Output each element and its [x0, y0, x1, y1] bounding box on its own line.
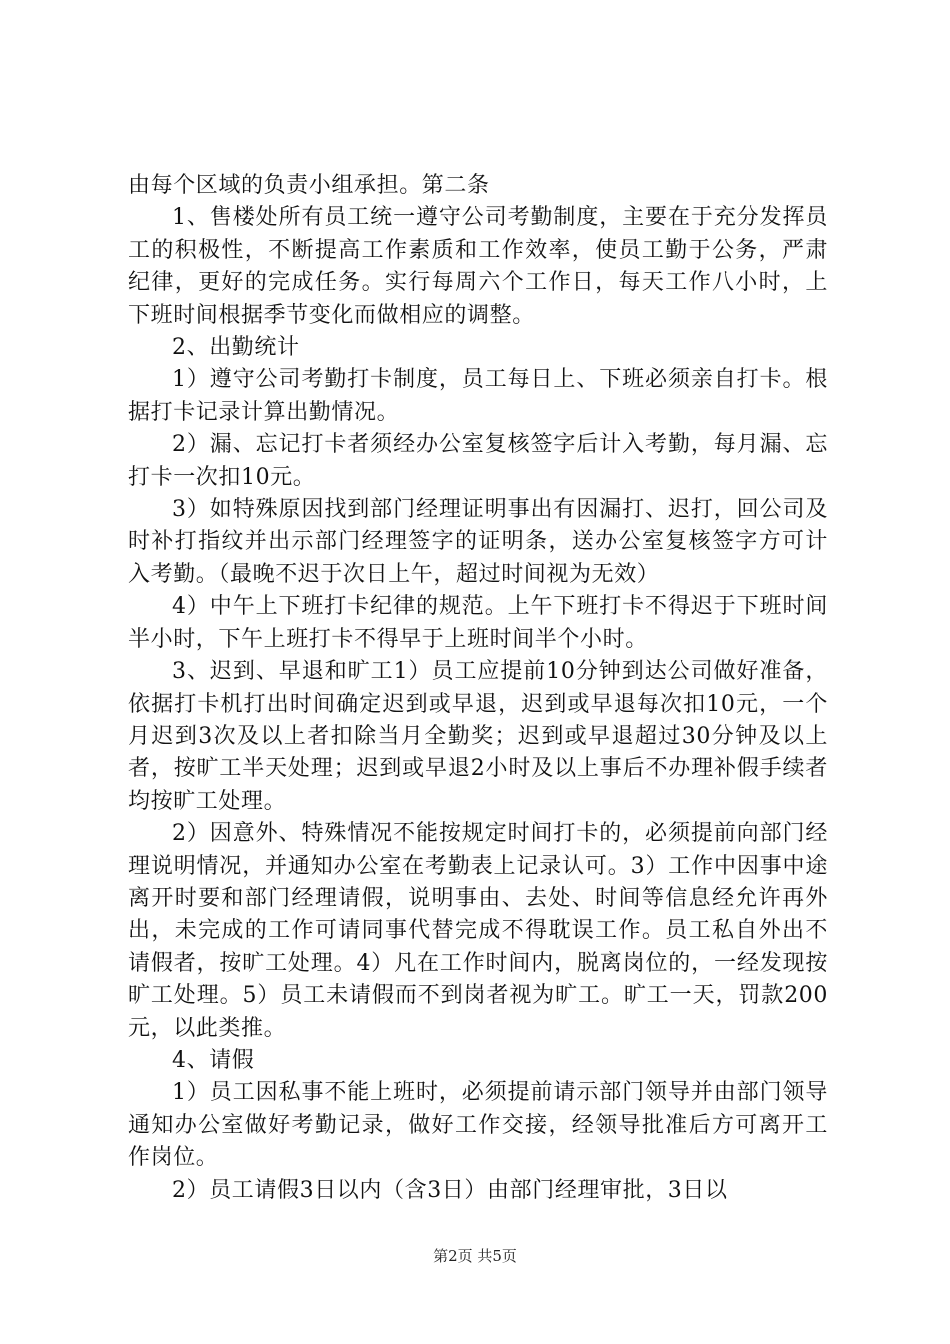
paragraph-attendance-rule-1: 1）遵守公司考勤打卡制度，员工每日上、下班必须亲自打卡。根据打卡记录计算出勤情况。	[128, 367, 828, 425]
paragraph-heading-attendance-stats: 2、出勤统计	[172, 335, 300, 361]
paragraph-attendance-rule-2: 2）漏、忘记打卡者须经办公室复核签字后计入考勤，每月漏、忘打卡一次扣10元。	[128, 432, 828, 490]
paragraph-section-1: 1、售楼处所有员工统一遵守公司考勤制度，主要在于充分发挥员工的积极性，不断提高工作素质和工作效率，使员工勤于公务，严肃纪律，更好的完成任务。实行每周六个工作日，每天工作八小时，上下班时间根据季节变化而做相应的调整。	[128, 205, 828, 328]
paragraph-special-cases: 2）因意外、特殊情况不能按规定时间打卡的，必须提前向部门经理说明情况，并通知办公室在考勤表上记录认可。3）工作中因事中途离开时要和部门经理请假，说明事由、去处、时间等信息经允许再外出，未完成的工作可请同事代替完成不得耽误工作。员工私自外出不请假者，按旷工处理。4）凡在工作时间内，脱离岗位的，一经发现按旷工处理。5）员工未请假而不到岗者视为旷工。旷工一天，罚款200元，以此类推。	[128, 821, 828, 1041]
paragraph-attendance-rule-3: 3）如特殊原因找到部门经理证明事出有因漏打、迟打，回公司及时补打指纹并出示部门经理签字的证明条，送办公室复核签字方可计入考勤。（最晚不迟于次日上午，超过时间视为无效）	[128, 497, 828, 587]
paragraph-attendance-rule-4: 4）中午上下班打卡纪律的规范。上午下班打卡不得迟于下班时间半小时，下午上班打卡不得早于上班时间半个小时。	[128, 594, 828, 652]
document-body	[128, 170, 828, 1207]
paragraph-lateness-rules: 3、迟到、早退和旷工1）员工应提前10分钟到达公司做好准备，依据打卡机打出时间确定迟到或早退，迟到或早退每次扣10元，一个月迟到3次及以上者扣除当月全勤奖；迟到或早退超过30分钟及以上者，按旷工半天处理；迟到或早退2小时及以上事后不办理补假手续者均按旷工处理。	[128, 659, 828, 814]
paragraph-continuation: 由每个区域的负责小组承担。第二条	[128, 173, 490, 198]
paragraph-heading-leave: 4、请假	[172, 1047, 255, 1073]
paragraph-leave-rule-1: 1）员工因私事不能上班时，必须提前请示部门领导并由部门领导通知办公室做好考勤记录，做好工作交接，经领导批准后方可离开工作岗位。	[128, 1080, 828, 1171]
paragraph-leave-rule-2: 2）员工请假3日以内（含3日）由部门经理审批，3日以	[172, 1177, 728, 1203]
page-number-footer: 第2页 共5页	[433, 1247, 517, 1265]
